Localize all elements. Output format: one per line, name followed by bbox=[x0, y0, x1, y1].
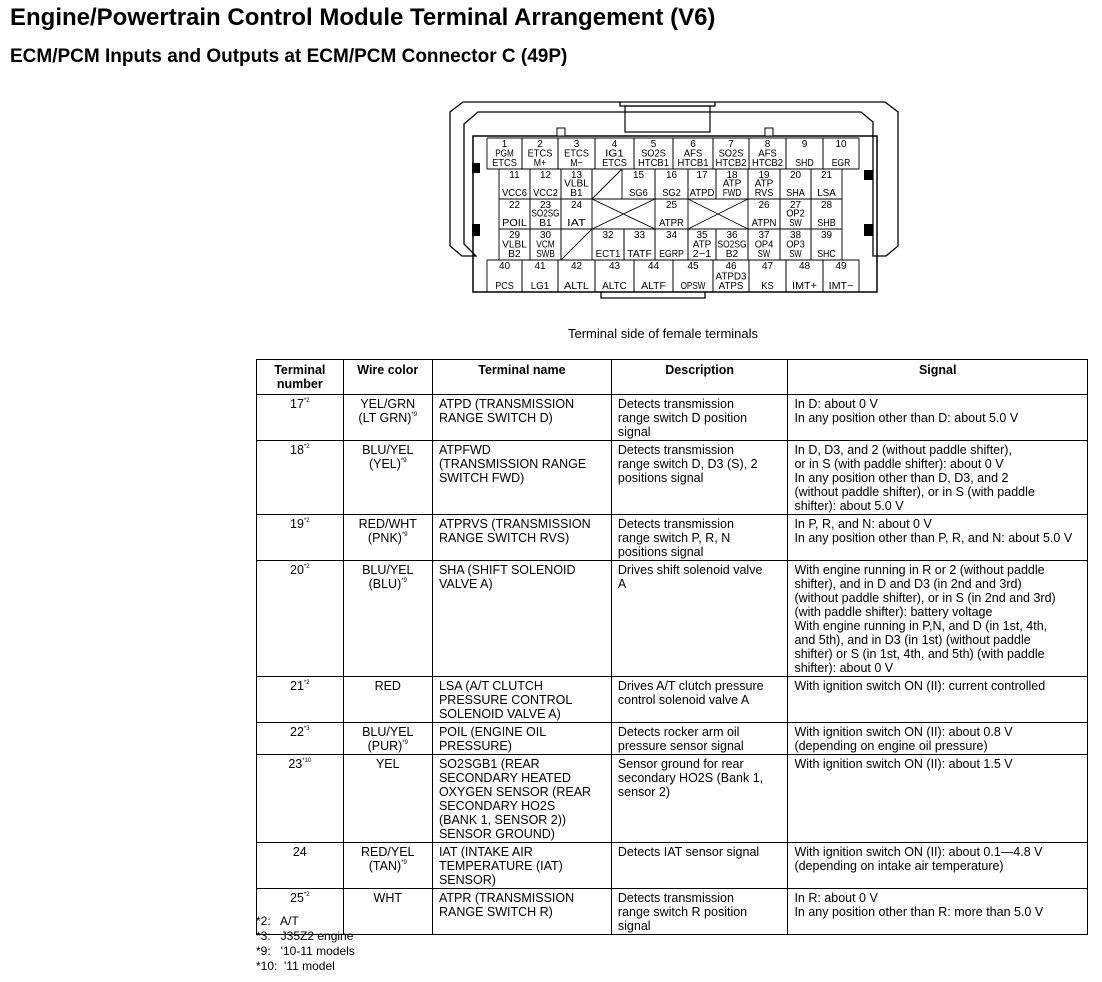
svg-text:KS: KS bbox=[761, 281, 775, 292]
svg-text:OP2: OP2 bbox=[786, 208, 806, 220]
svg-text:VCC6: VCC6 bbox=[502, 188, 528, 199]
pin-43 bbox=[602, 261, 627, 292]
pin-40 bbox=[495, 261, 514, 292]
pin-5 bbox=[638, 139, 669, 169]
svg-text:SWB: SWB bbox=[536, 249, 556, 260]
svg-text:30: 30 bbox=[539, 230, 552, 241]
wire-color-line: RED/WHT bbox=[358, 517, 417, 531]
svg-text:25: 25 bbox=[665, 200, 678, 211]
terminal-name: ATPRVS (TRANSMISSION RANGE SWITCH RVS) bbox=[432, 515, 611, 561]
svg-text:1: 1 bbox=[501, 139, 508, 150]
pin-34 bbox=[659, 230, 684, 260]
svg-text:36: 36 bbox=[726, 230, 738, 241]
svg-text:47: 47 bbox=[761, 261, 774, 272]
terminal-number-value: 20 bbox=[290, 563, 304, 577]
svg-text:B1: B1 bbox=[570, 188, 584, 199]
svg-text:ALTL: ALTL bbox=[564, 281, 590, 292]
table-row bbox=[257, 395, 1088, 441]
wire-color-line: YEL/GRN bbox=[360, 397, 416, 411]
terminal-number bbox=[257, 723, 344, 755]
svg-text:SHA: SHA bbox=[786, 188, 806, 199]
description: Detects transmission range switch R position signal bbox=[611, 889, 788, 935]
wire-color bbox=[343, 515, 432, 561]
svg-text:27: 27 bbox=[789, 200, 802, 211]
terminal-number bbox=[257, 677, 344, 723]
footnote: *2: A/T bbox=[256, 914, 299, 928]
footnote-ref: *9 bbox=[400, 458, 407, 464]
svg-text:41: 41 bbox=[534, 261, 546, 272]
svg-text:ATP: ATP bbox=[692, 239, 712, 251]
svg-text:16: 16 bbox=[665, 170, 678, 181]
wire-color-line: RED/YEL bbox=[361, 845, 415, 859]
svg-text:ETCS: ETCS bbox=[527, 148, 553, 160]
svg-text:SO2SG: SO2SG bbox=[531, 208, 560, 220]
terminal-name: LSA (A/T CLUTCH PRESSURE CONTROL SOLENOID VALVE A) bbox=[432, 677, 611, 723]
svg-text:ATPD: ATPD bbox=[689, 188, 715, 199]
svg-text:IG1: IG1 bbox=[605, 148, 625, 160]
svg-text:38: 38 bbox=[789, 230, 802, 241]
signal: With ignition switch ON (II): about 0.1—4.8 V (depending on intake air temperature) bbox=[788, 843, 1088, 889]
svg-text:4: 4 bbox=[611, 139, 618, 150]
wire-color-line: BLU/YEL bbox=[362, 563, 414, 577]
table-header-row bbox=[257, 360, 1088, 395]
svg-text:10: 10 bbox=[835, 139, 847, 150]
pin-19 bbox=[755, 170, 774, 199]
pin-41 bbox=[531, 261, 550, 292]
wire-color-line: RED bbox=[374, 679, 401, 693]
svg-text:19: 19 bbox=[758, 170, 770, 181]
svg-text:7: 7 bbox=[728, 139, 734, 150]
terminal-number-value: 18 bbox=[290, 443, 304, 457]
svg-text:HTCB1: HTCB1 bbox=[638, 158, 670, 169]
svg-text:EGRP: EGRP bbox=[659, 249, 685, 260]
pin-42 bbox=[564, 261, 589, 292]
svg-text:44: 44 bbox=[647, 261, 660, 272]
svg-text:13: 13 bbox=[570, 170, 583, 181]
footnote-ref: *3 bbox=[303, 726, 310, 732]
wire-color-line: BLU/YEL bbox=[362, 443, 414, 457]
svg-text:OP4: OP4 bbox=[754, 239, 774, 251]
svg-text:ETCS: ETCS bbox=[492, 158, 518, 169]
signal: With ignition switch ON (II): current controlled bbox=[788, 677, 1088, 723]
terminal-name: ATPR (TRANSMISSION RANGE SWITCH R) bbox=[432, 889, 611, 935]
table-row bbox=[257, 441, 1088, 515]
svg-text:B2: B2 bbox=[725, 249, 739, 260]
svg-text:29: 29 bbox=[508, 230, 521, 241]
pin-38 bbox=[786, 230, 805, 260]
pin-33 bbox=[627, 230, 652, 260]
svg-text:VCC2: VCC2 bbox=[533, 188, 559, 199]
pin-37 bbox=[755, 230, 774, 260]
signal: In R: about 0 V In any position other than R: more than 5.0 V bbox=[788, 889, 1088, 935]
svg-text:8: 8 bbox=[764, 139, 771, 150]
svg-text:HTCB1: HTCB1 bbox=[677, 158, 709, 169]
pin-10 bbox=[832, 139, 851, 169]
wire-color-line: WHT bbox=[373, 891, 402, 905]
footnote-ref: *9 bbox=[401, 532, 408, 538]
signal: With ignition switch ON (II): about 0.8 V (depending on engine oil pressure) bbox=[788, 723, 1088, 755]
svg-text:TATF: TATF bbox=[627, 249, 652, 260]
pin-4 bbox=[602, 139, 627, 169]
pin-47 bbox=[761, 261, 774, 292]
svg-text:B2: B2 bbox=[508, 249, 522, 260]
description: Detects transmission range switch D, D3 (S), 2 positions signal bbox=[611, 441, 788, 515]
pin-26 bbox=[752, 200, 777, 229]
pin-8 bbox=[752, 139, 783, 169]
svg-text:SW: SW bbox=[789, 218, 803, 229]
table-row bbox=[257, 755, 1088, 843]
svg-text:48: 48 bbox=[798, 261, 811, 272]
wire-color bbox=[343, 843, 432, 889]
table-row bbox=[257, 515, 1088, 561]
svg-text:FWD: FWD bbox=[722, 188, 742, 199]
connector-pin-grid bbox=[487, 138, 859, 292]
svg-text:POIL: POIL bbox=[502, 218, 528, 229]
description: Drives A/T clutch pressure control solenoid valve A bbox=[611, 677, 788, 723]
svg-text:ECT1: ECT1 bbox=[595, 249, 621, 260]
latch-inner bbox=[625, 106, 710, 132]
svg-text:M−: M− bbox=[570, 158, 583, 169]
terminal-number bbox=[257, 755, 344, 843]
wire-color-line: (PNK) bbox=[367, 531, 402, 545]
wire-color-line: (LT GRN) bbox=[358, 411, 412, 425]
page-title: Engine/Powertrain Control Module Terminal Arrangement (V6) bbox=[10, 4, 716, 31]
pin-30 bbox=[536, 230, 555, 260]
wire-color bbox=[343, 723, 432, 755]
table-row bbox=[257, 561, 1088, 677]
wire-color bbox=[343, 755, 432, 843]
footnote-ref: *9 bbox=[401, 860, 407, 866]
wire-color-line: BLU/YEL bbox=[362, 725, 414, 739]
terminal-number-value: 21 bbox=[290, 679, 304, 693]
svg-text:SW: SW bbox=[757, 249, 771, 260]
svg-text:ATP: ATP bbox=[722, 178, 742, 190]
description: Sensor ground for rear secondary HO2S (Bank 1, sensor 2) bbox=[611, 755, 788, 843]
pin-24 bbox=[567, 200, 586, 229]
svg-text:OPSW: OPSW bbox=[680, 281, 706, 292]
bottom-key bbox=[601, 292, 705, 298]
pin-45 bbox=[681, 261, 706, 292]
terminal-number bbox=[257, 395, 344, 441]
svg-text:PCS: PCS bbox=[495, 281, 515, 292]
svg-text:3: 3 bbox=[573, 139, 580, 150]
signal: In D: about 0 V In any position other than D: about 5.0 V bbox=[788, 395, 1088, 441]
terminal-number-value: 19 bbox=[290, 517, 304, 531]
terminal-table bbox=[256, 359, 1088, 935]
pin-28 bbox=[817, 200, 836, 229]
table-row bbox=[257, 843, 1088, 889]
svg-text:20: 20 bbox=[789, 170, 802, 181]
terminal-name: POIL (ENGINE OIL PRESSURE) bbox=[432, 723, 611, 755]
svg-text:VLBL: VLBL bbox=[502, 239, 528, 251]
svg-text:6: 6 bbox=[690, 139, 696, 150]
svg-text:SG2: SG2 bbox=[662, 188, 682, 199]
pin-16 bbox=[662, 170, 681, 199]
pin-9 bbox=[795, 139, 814, 169]
svg-text:28: 28 bbox=[820, 200, 833, 211]
svg-text:SG6: SG6 bbox=[629, 188, 649, 199]
footnote-ref: *2 bbox=[303, 680, 310, 686]
svg-text:HTCB2: HTCB2 bbox=[715, 158, 747, 169]
svg-text:ETCS: ETCS bbox=[602, 158, 628, 169]
svg-text:PGM: PGM bbox=[495, 148, 514, 160]
pin-39 bbox=[817, 230, 836, 260]
footnote-ref: *9 bbox=[411, 412, 418, 418]
description: Drives shift solenoid valve A bbox=[611, 561, 788, 677]
pin-21 bbox=[817, 170, 836, 199]
svg-text:M+: M+ bbox=[533, 158, 547, 169]
svg-text:VLBL: VLBL bbox=[564, 178, 590, 190]
svg-text:45: 45 bbox=[687, 261, 699, 272]
footnote-ref: *9 bbox=[401, 578, 407, 584]
wire-color-line: (YEL) bbox=[368, 457, 401, 471]
svg-text:40: 40 bbox=[498, 261, 511, 272]
terminal-name: IAT (INTAKE AIR TEMPERATURE (IAT) SENSOR) bbox=[432, 843, 611, 889]
svg-text:46: 46 bbox=[725, 261, 737, 272]
footnote: *3: J35Z2 engine bbox=[256, 929, 354, 943]
wire-color bbox=[343, 677, 432, 723]
header-wire-color: Wire color bbox=[343, 360, 432, 395]
footnote-ref: *2 bbox=[303, 444, 310, 450]
footnote-ref: *2 bbox=[303, 892, 310, 898]
signal: In P, R, and N: about 0 V In any position other than P, R, and N: about 5.0 V bbox=[788, 515, 1088, 561]
svg-text:42: 42 bbox=[570, 261, 583, 272]
svg-text:ATPN: ATPN bbox=[751, 218, 777, 229]
wire-color bbox=[343, 441, 432, 515]
svg-text:SHC: SHC bbox=[817, 249, 836, 260]
svg-text:ATPS: ATPS bbox=[718, 281, 744, 292]
terminal-number bbox=[257, 843, 344, 889]
svg-text:33: 33 bbox=[633, 230, 646, 241]
pin-3 bbox=[564, 139, 589, 169]
footnote-ref: *2 bbox=[303, 518, 310, 524]
header-terminal-number: Terminal number bbox=[257, 360, 344, 395]
wire-color-line: (BLU) bbox=[368, 577, 402, 591]
header-signal: Signal bbox=[788, 360, 1088, 395]
description: Detects rocker arm oil pressure sensor signal bbox=[611, 723, 788, 755]
pin-35 bbox=[693, 230, 712, 260]
svg-text:SO2S: SO2S bbox=[641, 148, 667, 160]
svg-text:SW: SW bbox=[789, 249, 803, 260]
svg-text:SO2SG: SO2SG bbox=[717, 239, 747, 251]
pin-15 bbox=[629, 170, 648, 199]
terminal-number-value: 22 bbox=[290, 725, 304, 739]
svg-text:AFS: AFS bbox=[683, 148, 703, 160]
footnotes bbox=[256, 914, 355, 974]
pin-20 bbox=[786, 170, 805, 199]
connector-diagram bbox=[0, 0, 1102, 330]
svg-text:ETCS: ETCS bbox=[564, 148, 590, 160]
wire-color bbox=[343, 561, 432, 677]
terminal-number bbox=[257, 441, 344, 515]
terminal-number-value: 17 bbox=[290, 397, 304, 411]
description: Detects transmission range switch D position signal bbox=[611, 395, 788, 441]
svg-text:35: 35 bbox=[696, 230, 708, 241]
svg-text:LG1: LG1 bbox=[530, 281, 550, 292]
terminal-name: ATPD (TRANSMISSION RANGE SWITCH D) bbox=[432, 395, 611, 441]
description: Detects IAT sensor signal bbox=[611, 843, 788, 889]
header-terminal-name: Terminal name bbox=[432, 360, 611, 395]
terminal-name: SHA (SHIFT SOLENOID VALVE A) bbox=[432, 561, 611, 677]
wire-color-line: (PUR) bbox=[367, 739, 403, 753]
pin-29 bbox=[502, 230, 527, 260]
terminal-number bbox=[257, 561, 344, 677]
svg-text:23: 23 bbox=[539, 200, 552, 211]
pin-32 bbox=[596, 230, 621, 260]
svg-text:ATPD3: ATPD3 bbox=[715, 271, 747, 283]
svg-text:9: 9 bbox=[801, 139, 808, 150]
svg-text:12: 12 bbox=[539, 170, 552, 181]
terminal-number-value: 23 bbox=[288, 757, 303, 771]
svg-text:SHB: SHB bbox=[817, 218, 837, 229]
pin-17 bbox=[690, 170, 715, 199]
svg-text:34: 34 bbox=[665, 230, 678, 241]
svg-text:22: 22 bbox=[508, 200, 521, 211]
pin-2 bbox=[528, 139, 553, 169]
svg-text:VCM: VCM bbox=[536, 239, 555, 251]
wire-color bbox=[343, 889, 432, 935]
wire-color-line: (TAN) bbox=[368, 859, 402, 873]
terminal-name: ATPFWD (TRANSMISSION RANGE SWITCH FWD) bbox=[432, 441, 611, 515]
svg-text:11: 11 bbox=[509, 170, 520, 181]
signal: With ignition switch ON (II): about 1.5 V bbox=[788, 755, 1088, 843]
terminal-number bbox=[257, 515, 344, 561]
svg-text:RVS: RVS bbox=[754, 188, 774, 199]
footnote: *10: '11 model bbox=[256, 959, 335, 973]
svg-text:SO2S: SO2S bbox=[718, 148, 744, 160]
pin-36 bbox=[718, 230, 747, 260]
svg-text:21: 21 bbox=[820, 170, 833, 181]
pin-11 bbox=[502, 170, 527, 199]
terminal-name: SO2SGB1 (REAR SECONDARY HEATED OXYGEN SENSOR (REAR SECONDARY HO2S (BANK 1, SENSOR 2)) SENSOR GROUND) bbox=[432, 755, 611, 843]
svg-text:49: 49 bbox=[835, 261, 847, 272]
footnote-ref: *2 bbox=[303, 564, 310, 570]
terminal-number-value: 24 bbox=[292, 845, 307, 859]
pin-12 bbox=[533, 170, 558, 199]
svg-text:IMT+: IMT+ bbox=[792, 281, 818, 292]
table-row bbox=[257, 723, 1088, 755]
svg-text:LSA: LSA bbox=[817, 188, 837, 199]
svg-text:26: 26 bbox=[758, 200, 770, 211]
svg-text:HTCB2: HTCB2 bbox=[752, 158, 784, 169]
pin-7 bbox=[716, 139, 747, 169]
svg-text:IAT: IAT bbox=[567, 218, 586, 229]
svg-text:32: 32 bbox=[602, 230, 614, 241]
pin-46 bbox=[716, 261, 747, 292]
svg-text:EGR: EGR bbox=[831, 158, 851, 169]
pin-48 bbox=[792, 261, 817, 292]
pin-18 bbox=[723, 170, 742, 199]
page-subtitle: ECM/PCM Inputs and Outputs at ECM/PCM Connector C (49P) bbox=[10, 46, 568, 67]
pin-13 bbox=[564, 170, 589, 199]
svg-text:24: 24 bbox=[570, 200, 583, 211]
svg-text:18: 18 bbox=[726, 170, 738, 181]
pin-49 bbox=[829, 261, 854, 292]
footnote: *9: '10-11 models bbox=[256, 944, 355, 958]
svg-text:B1: B1 bbox=[539, 218, 553, 229]
svg-text:2: 2 bbox=[537, 139, 543, 150]
svg-text:OP3: OP3 bbox=[786, 239, 806, 251]
header-description: Description bbox=[611, 360, 788, 395]
pin-44 bbox=[641, 261, 666, 292]
svg-text:2−1: 2−1 bbox=[692, 249, 712, 260]
pin-1 bbox=[492, 139, 517, 169]
signal: In D, D3, and 2 (without paddle shifter), or in S (with paddle shifter): about 0 V In any position other than D, D3, and 2 (without paddle shifter), or in S (with paddle shifter): about 5.0 V bbox=[788, 441, 1088, 515]
diagram-caption: Terminal side of female terminals bbox=[568, 326, 759, 341]
svg-text:AFS: AFS bbox=[758, 148, 778, 160]
svg-text:IMT−: IMT− bbox=[828, 281, 854, 292]
pin-6 bbox=[678, 139, 709, 169]
wire-color bbox=[343, 395, 432, 441]
svg-text:15: 15 bbox=[632, 170, 645, 181]
table-row bbox=[257, 889, 1088, 935]
terminal-number-value: 25 bbox=[290, 891, 304, 905]
pin-23 bbox=[532, 200, 560, 229]
svg-text:5: 5 bbox=[650, 139, 657, 150]
svg-text:17: 17 bbox=[696, 170, 708, 181]
svg-text:ATP: ATP bbox=[754, 178, 774, 190]
signal: With engine running in R or 2 (without paddle shifter), and in D and D3 (in 2nd and 3rd) (without paddle shifter), or in S (in 2nd and 3rd) (with paddle shifter): battery voltage With engine running in P,N, and D (in 1st, 4th, and 5th), and in D3 (in 1st) (without paddle shifter) or S (in 1st, 4th, and 5th) (with paddle shifter): about 0 V bbox=[788, 561, 1088, 677]
svg-text:ATPR: ATPR bbox=[659, 218, 684, 229]
footnote-ref: *10 bbox=[302, 758, 312, 764]
footnote-ref: *9 bbox=[402, 740, 408, 746]
svg-text:ALTF: ALTF bbox=[641, 281, 666, 292]
svg-text:37: 37 bbox=[758, 230, 770, 241]
footnote-ref: *2 bbox=[303, 398, 310, 404]
svg-text:ALTC: ALTC bbox=[602, 281, 627, 292]
pin-27 bbox=[786, 200, 805, 229]
svg-text:43: 43 bbox=[608, 261, 621, 272]
description: Detects transmission range switch P, R, N positions signal bbox=[611, 515, 788, 561]
svg-text:SHD: SHD bbox=[795, 158, 814, 169]
pin-25 bbox=[659, 200, 684, 229]
pin-22 bbox=[502, 200, 527, 229]
wire-color-line: YEL bbox=[375, 757, 400, 771]
svg-text:39: 39 bbox=[820, 230, 833, 241]
table-row bbox=[257, 677, 1088, 723]
